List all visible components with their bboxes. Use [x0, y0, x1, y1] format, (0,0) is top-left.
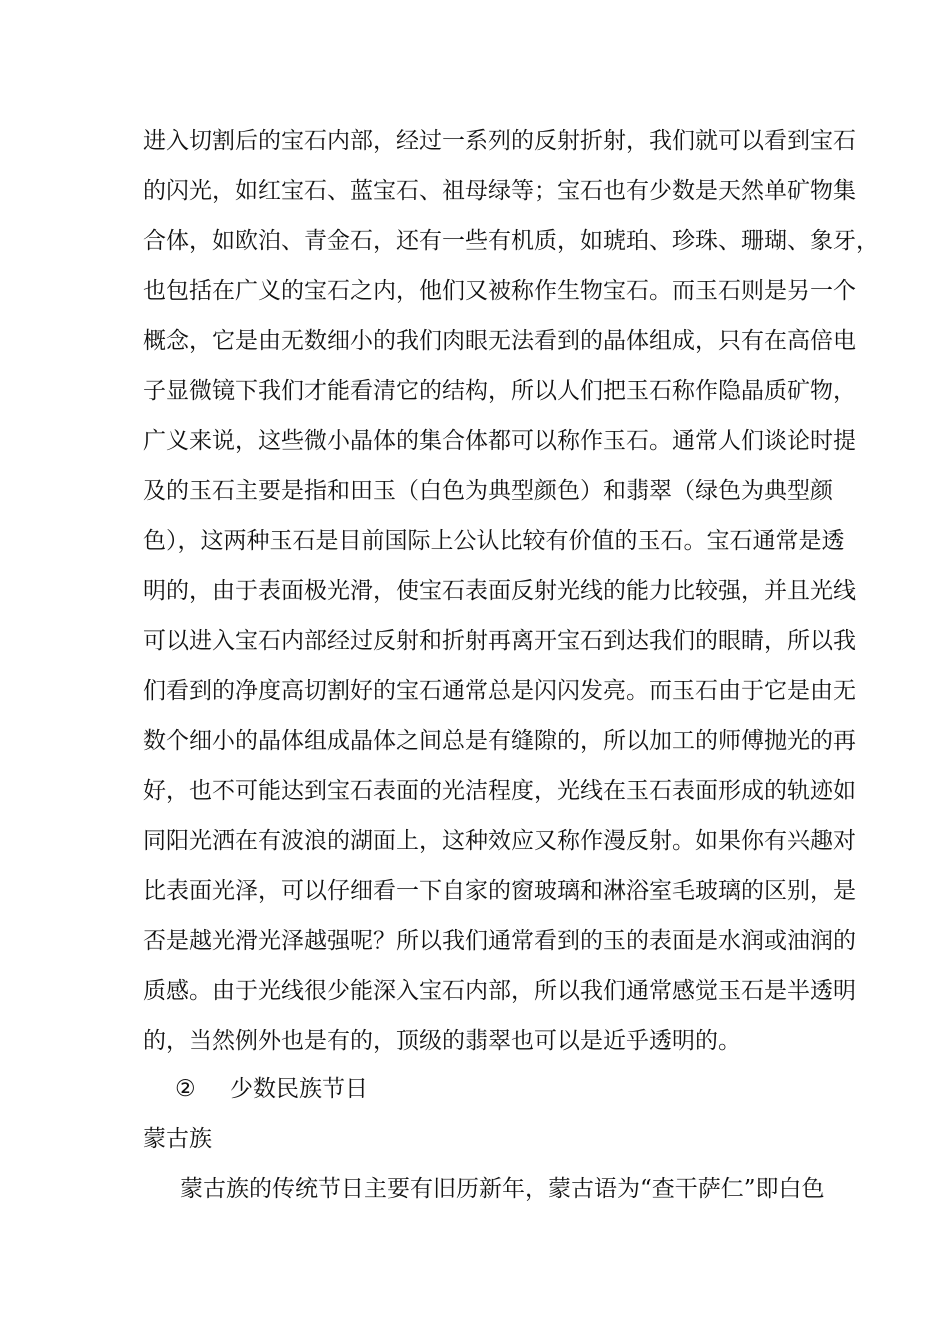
paragraph-line-7: 广义来说，这些微小晶体的集合体都可以称作玉石。通常人们谈论时提	[143, 428, 856, 454]
paragraph-line-1: 进入切割后的宝石内部，经过一系列的反射折射，我们就可以看到宝石	[143, 128, 856, 154]
subheading: 蒙古族	[143, 1126, 212, 1152]
paragraph-line-10: 明的，由于表面极光滑，使宝石表面反射光线的能力比较强，并且光线	[143, 578, 856, 604]
paragraph-line-6: 子显微镜下我们才能看清它的结构，所以人们把玉石称作隐晶质矿物，	[143, 378, 856, 404]
paragraph-line-17: 否是越光滑光泽越强呢？所以我们通常看到的玉的表面是水润或油润的	[143, 928, 856, 954]
paragraph-line-16: 比表面光泽，可以仔细看一下自家的窗玻璃和淋浴室毛玻璃的区别，是	[143, 878, 856, 904]
section-title: 少数民族节日	[230, 1076, 368, 1102]
paragraph-line-4: 也包括在广义的宝石之内，他们又被称作生物宝石。而玉石则是另一个	[143, 278, 856, 304]
paragraph-first-line: 蒙古族的传统节日主要有旧历新年，蒙古语为“查干萨仁”即白色	[180, 1176, 825, 1202]
paragraph-line-8: 及的玉石主要是指和田玉（白色为典型颜色）和翡翠（绿色为典型颜	[143, 478, 833, 504]
paragraph-line-18: 质感。由于光线很少能深入宝石内部，所以我们通常感觉玉石是半透明	[143, 978, 856, 1004]
paragraph-line-19: 的，当然例外也是有的，顶级的翡翠也可以是近乎透明的。	[143, 1028, 741, 1054]
paragraph-line-13: 数个细小的晶体组成晶体之间总是有缝隙的，所以加工的师傅抛光的再	[143, 728, 856, 754]
paragraph-line-3: 合体，如欧泊、青金石，还有一些有机质，如琥珀、珍珠、珊瑚、象牙，	[143, 228, 879, 254]
paragraph-line-5: 概念，它是由无数细小的我们肉眼无法看到的晶体组成，只有在高倍电	[143, 328, 856, 354]
paragraph-line-15: 同阳光洒在有波浪的湖面上，这种效应又称作漫反射。如果你有兴趣对	[143, 828, 856, 854]
paragraph-line-12: 们看到的净度高切割好的宝石通常总是闪闪发亮。而玉石由于它是由无	[143, 678, 856, 704]
section-number: ②	[175, 1076, 196, 1102]
paragraph-line-9: 色），这两种玉石是目前国际上公认比较有价值的玉石。宝石通常是透	[143, 528, 845, 554]
paragraph-line-14: 好，也不可能达到宝石表面的光洁程度，光线在玉石表面形成的轨迹如	[143, 778, 856, 804]
paragraph-line-11: 可以进入宝石内部经过反射和折射再离开宝石到达我们的眼睛，所以我	[143, 628, 856, 654]
paragraph-line-2: 的闪光，如红宝石、蓝宝石、祖母绿等；宝石也有少数是天然单矿物集	[143, 178, 856, 204]
section-heading	[175, 1074, 368, 1104]
